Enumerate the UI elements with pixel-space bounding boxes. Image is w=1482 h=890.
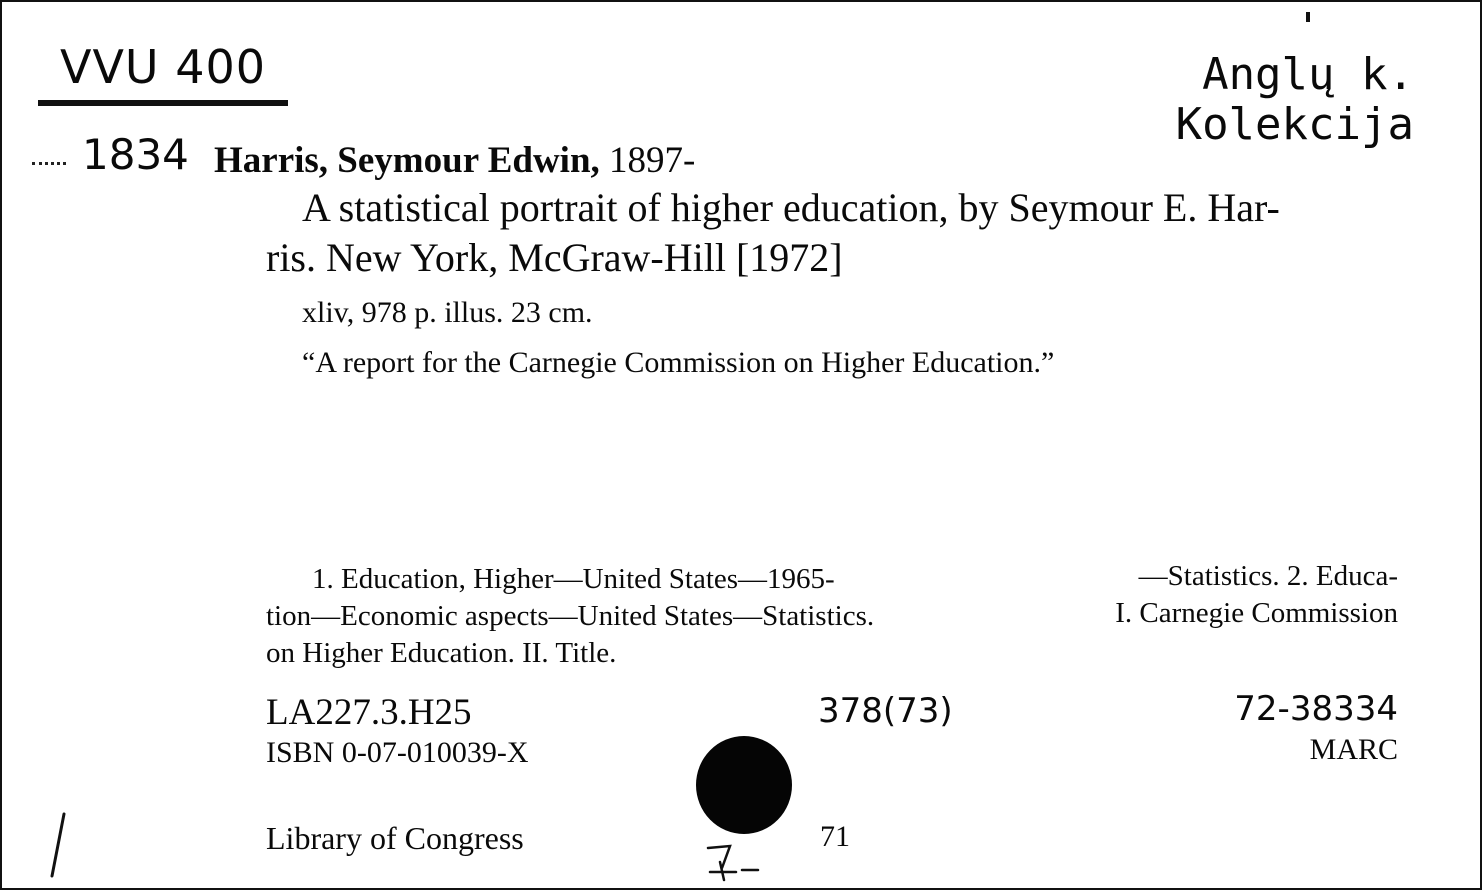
call-number-underline: [38, 100, 288, 106]
main-entry-heading: [214, 142, 695, 179]
title-statement-line-2: ris. New York, McGraw-Hill [1972]: [266, 235, 843, 280]
pencil-stroke-icon: [38, 812, 78, 878]
tracing-line-2: tion—Economic aspects—United States—Statistics.: [266, 600, 875, 632]
handwritten-mark-icon: [702, 838, 762, 884]
punch-hole-icon: [696, 736, 792, 834]
tracing-right-line-2: I. Carnegie Commission: [1115, 597, 1398, 629]
marc-label: MARC: [1309, 733, 1398, 766]
collection-note-line-1: Anglų k.: [1202, 49, 1414, 100]
library-of-congress-label: Library of Congress: [266, 820, 524, 856]
collection-note-line-2: Kolekcija: [1175, 99, 1414, 150]
tracing-line-3: on Higher Education. II. Title.: [266, 637, 617, 669]
tick-mark: [1306, 12, 1310, 22]
lc-call-number: LA227.3.H25: [266, 692, 472, 733]
title-statement-line-1: A statistical portrait of higher education, by Seymour E. Har-: [302, 185, 1280, 230]
isbn: ISBN 0-07-010039-X: [266, 736, 529, 769]
lccn-number: 72-38334: [1234, 689, 1398, 729]
accession-dash: [32, 162, 66, 168]
author-dates: 1897-: [609, 140, 696, 181]
collection-note: [1176, 50, 1414, 150]
tracing-line-1: 1. Education, Higher—United States—1965-: [312, 563, 835, 595]
print-code: 71: [820, 820, 850, 853]
accession-number: 1834: [82, 130, 189, 179]
physical-description: xliv, 978 p. illus. 23 cm.: [302, 296, 593, 329]
author-name: Harris, Seymour Edwin,: [214, 140, 600, 181]
tracing-right-line-1: —Statistics. 2. Educa-: [1138, 560, 1398, 592]
dewey-number: 378(73): [818, 691, 953, 731]
call-number: VVU 400: [60, 40, 267, 94]
general-note: “A report for the Carnegie Commission on Higher Education.”: [302, 346, 1055, 379]
